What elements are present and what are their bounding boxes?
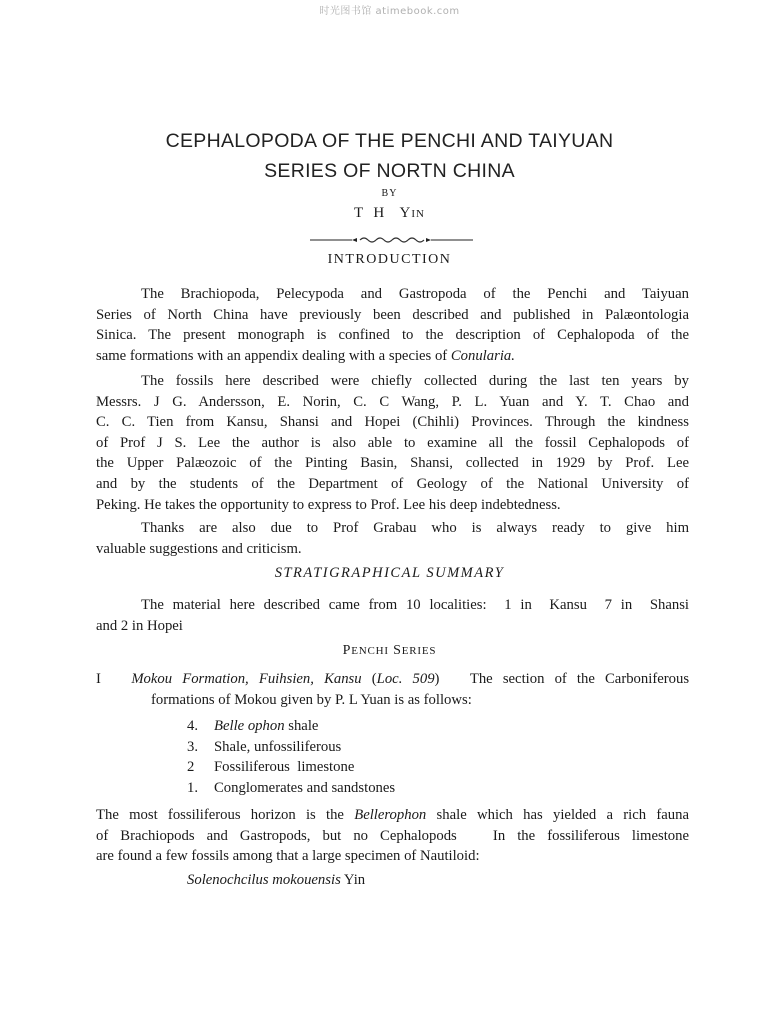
text-line: C. C. Tien from Kansu, Shansi and Hopei (Chihli) Provinces. Through the kindness (96, 414, 689, 431)
text-line: Series of North China have previously been described and published in Palæontologia (96, 306, 689, 323)
author-name-first: Y (399, 205, 412, 221)
subheading-penchi-series (0, 643, 779, 659)
text-line (96, 669, 689, 690)
text-line: The material here described came from 10 localities: 1 in Kansu 7 in Shansi (141, 597, 689, 613)
text-span: shale (284, 718, 319, 734)
author (0, 205, 779, 222)
text-line: of Prof J S. Lee the author is also able to examine all the fossil Cephalopods of (96, 434, 689, 451)
locality-name: Mokou Formation, Fuihsien, Kansu (131, 671, 362, 687)
text-span: ( (371, 671, 377, 687)
intro-paragraph-1 (96, 284, 689, 366)
genus-bellerophon: Bellerophon (354, 807, 427, 823)
text-span: S (393, 643, 402, 658)
list-number: 1. (187, 779, 199, 796)
locality-number: Loc. 509 (376, 671, 435, 687)
author-name-rest: IN (411, 208, 425, 220)
text-line: of Brachiopods and Gastropods, but no Cephalopods In the fossiliferous limestone (96, 827, 689, 844)
text-span: The most fossiliferous horizon is the (96, 807, 355, 823)
text-span: same formations with an appendix dealing with a species of (96, 347, 451, 364)
list-item (187, 757, 395, 778)
text-line: and by the students of the Department of Geology of the National University of (96, 475, 689, 492)
intro-paragraph-2 (96, 371, 689, 515)
species-italic: Solenochcilus mokouensis (187, 872, 341, 888)
title-line-2: SERIES OF NORTN CHINA (264, 160, 515, 182)
text-line: Messrs. J G. Andersson, E. Norin, C. C Wang, P. L. Yuan and Y. T. Chao and (96, 393, 689, 410)
locality-item-1 (96, 669, 689, 710)
byline-label: BY (381, 188, 398, 199)
list-item (187, 778, 395, 799)
text-line (96, 805, 689, 826)
list-number: 4. (187, 718, 199, 734)
text-line: and 2 in Hopei (96, 617, 183, 634)
text-span: shale which has yielded a rich fauna (426, 807, 689, 823)
list-text: Conglomerates and sandstones (214, 779, 396, 796)
list-text (214, 716, 318, 737)
genus-conularia: Conularia. (450, 347, 515, 364)
text-span: ) (434, 671, 440, 687)
species-name (187, 872, 365, 889)
list-item (187, 737, 395, 758)
list-number: 2 (187, 759, 195, 776)
text-line: Sinica. The present monograph is confined to the description of Cephalopoda of the (96, 327, 689, 344)
text-line: are found a few fossils among that a large specimen of Nautiloid: (96, 848, 480, 865)
text-line: The fossils here described were chiefly collected during the last ten years by (141, 373, 689, 389)
strat-paragraph (96, 595, 689, 636)
text-line: the Upper Palæozoic of the Pinting Basin, Shansi, collected in 1929 by Prof. Lee (96, 455, 689, 472)
formation-list (187, 716, 395, 798)
item-number: I (96, 671, 101, 687)
text-line: valuable suggestions and criticism. (96, 540, 302, 557)
species-author: Yin (340, 872, 366, 888)
ornament-divider (310, 236, 473, 244)
text-line: formations of Mokou given by P. L Yuan is as follows: (151, 691, 472, 708)
text-line: Peking. He takes the opportunity to express to Prof. Lee his deep indebtedness. (96, 496, 561, 513)
paragraph-bellerophon (96, 805, 689, 867)
watermark: 时光图书馆 atimebook.com (319, 6, 460, 17)
text-line: Thanks are also due to Prof Grabau who is always ready to give him (141, 520, 689, 536)
list-text: Fossiliferous limestone (214, 759, 355, 776)
text-line (96, 346, 689, 367)
author-initials: T H (354, 205, 386, 221)
section-heading-introduction: INTRODUCTION (327, 252, 452, 267)
text-span: The section of the Carboniferous (469, 671, 690, 687)
genus-name: Belle ophon (214, 718, 285, 734)
text-span: ERIES (401, 645, 437, 657)
section-heading-stratigraphical-summary: STRATIGRAPHICAL SUMMARY (274, 565, 505, 581)
intro-paragraph-3 (96, 518, 689, 559)
text-span: ENCHI (351, 645, 389, 657)
text-line: The Brachiopoda, Pelecypoda and Gastropoda of the Penchi and Taiyuan (141, 286, 689, 302)
title-line-1: CEPHALOPODA OF THE PENCHI AND TAIYUAN (165, 130, 614, 152)
list-text: Shale, unfossiliferous (214, 738, 342, 755)
list-item (187, 716, 395, 737)
list-number: 3. (187, 738, 199, 755)
text-span: P (342, 643, 352, 658)
